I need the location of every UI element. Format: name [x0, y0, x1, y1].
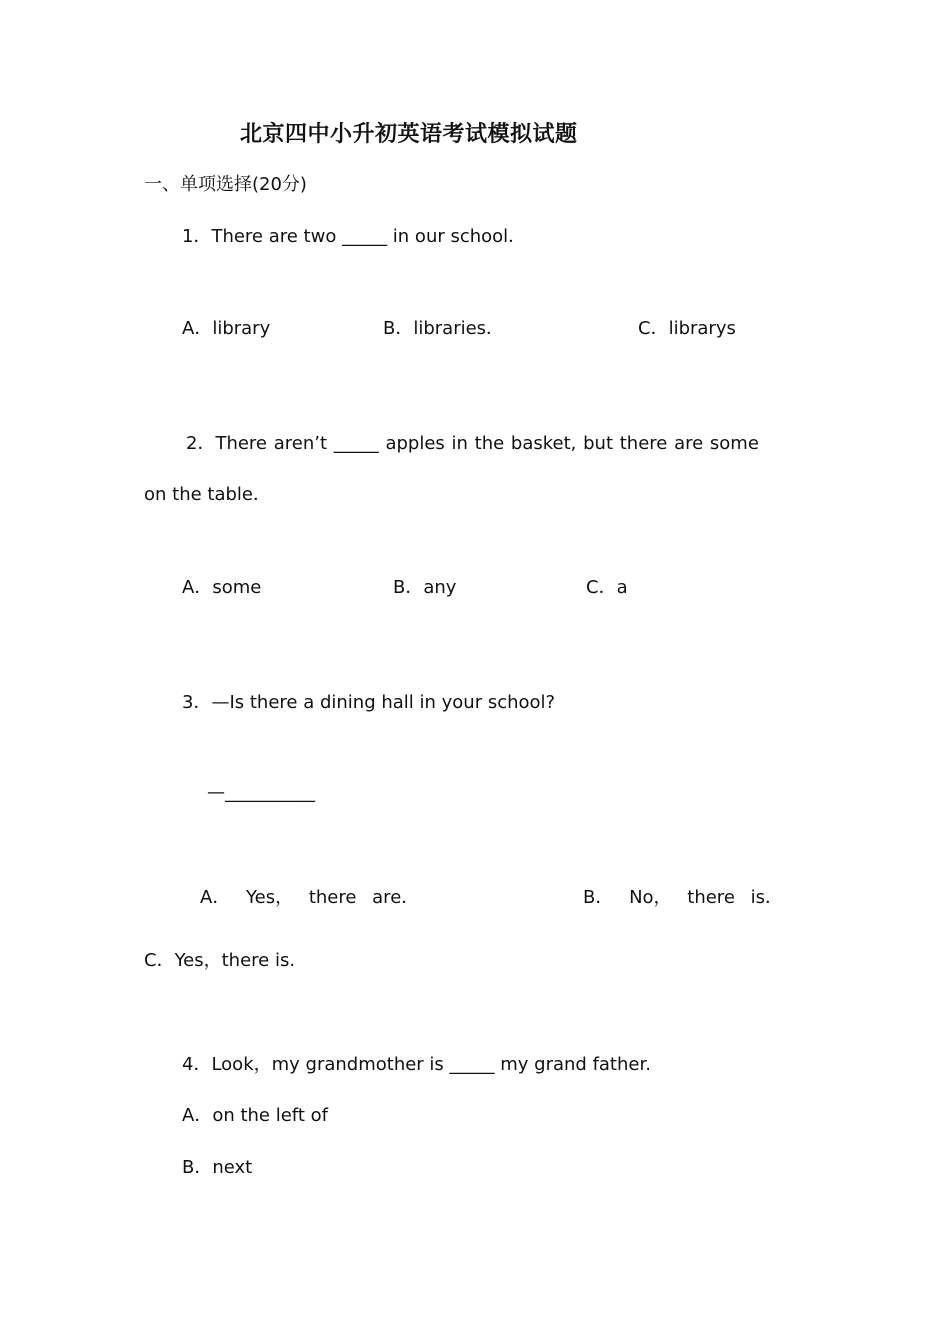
question-3-answer-line: —__________: [207, 782, 315, 803]
question-4-stem: 4．Look，my grandmother is _____ my grand father.: [182, 1054, 651, 1075]
question-3-option-b: B． No， there is．: [583, 887, 783, 908]
question-1-option-c: C．librarys: [638, 318, 736, 339]
question-2-option-a: A．some: [182, 577, 262, 598]
question-4-option-b: B．next: [182, 1157, 253, 1178]
question-2-option-b: B．any: [393, 577, 457, 598]
page-title: 北京四中小升初英语考试模拟试题: [240, 122, 578, 147]
question-2-option-c: C．a: [586, 577, 628, 598]
question-1-option-b: B．libraries．: [383, 318, 505, 339]
question-3-option-a: A． Yes， there are．: [200, 887, 420, 908]
question-1-option-a: A．library: [182, 318, 271, 339]
section-heading: 一、单项选择(20分): [144, 174, 307, 195]
question-4-option-a: A．on the left of: [182, 1105, 328, 1126]
question-3-stem: 3．—Is there a dining hall in your school?: [182, 692, 556, 713]
question-2-stem-continued: on the table．: [144, 484, 271, 505]
question-3-option-c: C．Yes，there is.: [144, 950, 296, 971]
question-1-stem: 1．There are two _____ in our school．: [182, 226, 527, 247]
question-2-stem: 2．There aren’t _____ apples in the basket, but there are some: [186, 433, 759, 454]
